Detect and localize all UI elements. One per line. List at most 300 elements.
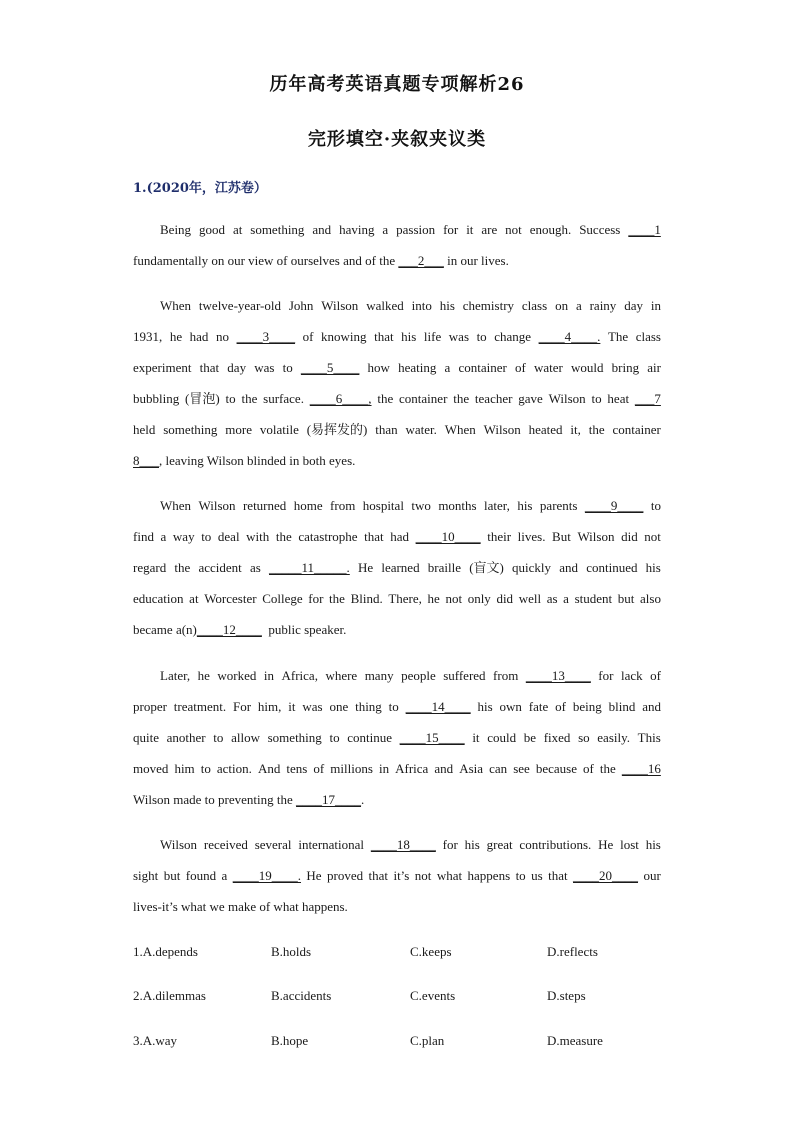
passage-word: and [434,761,454,776]
cloze-blank: ____3____ [236,329,296,344]
passage-word: a [444,360,451,375]
passage-word: good [199,222,225,237]
passage-word: his [401,329,417,344]
passage-word: did [621,529,638,544]
passage-word: For [233,699,252,714]
passage-word: quickly [512,560,552,575]
page-title: 历年高考英语真题专项解析26 [269,74,525,95]
passage-word: from [330,498,356,513]
option-d: D.reflects [547,944,598,959]
passage-word: 1931, [133,329,163,344]
cloze-blank: ____12____ [196,622,262,637]
passage-word: happens [467,868,511,883]
passage-word: at [189,591,199,606]
passage-word: Wilson [198,498,236,513]
passage-word: something [250,222,305,237]
passage-word: him [174,761,195,776]
passage-word: of [313,761,325,776]
passage-word: to [329,730,340,745]
paragraph-line [133,414,661,445]
passage-word: experiment [133,360,192,375]
cloze-blank: 8___ [133,453,159,468]
passage-word: to [213,730,224,745]
passage-word: a [575,298,582,313]
passage-word: , leaving Wilson blinded in both eyes. [159,453,356,468]
passage-word: was [302,699,323,714]
option-text: A.dilemmas [142,988,206,1003]
passage-word: received [203,837,248,852]
passage-word: passion [396,222,436,237]
passage-word: College [262,591,303,606]
passage-word: that [199,360,220,375]
passage-word: are [481,222,498,237]
passage-word: He [598,837,614,852]
passage-word: of [650,668,661,683]
passage-word: This [637,730,661,745]
passage-word: what [436,868,463,883]
passage-word: also [640,591,661,606]
passage-paragraph [133,214,661,276]
paragraph-line [133,214,661,245]
passage-word: contributions. [519,837,592,852]
passage-word: He [357,560,374,575]
passage-word: us [531,868,543,883]
passage-word: his [645,560,661,575]
passage-word: container [399,391,448,406]
passage-word: sight [133,868,159,883]
passage-word: for [443,222,459,237]
passage-word: his [645,837,661,852]
passage-word: enough. [529,222,572,237]
passage-word: (冒泡) [185,391,220,406]
passage-word: The [607,329,629,344]
passage-word: but [163,868,181,883]
paragraph-line [133,552,661,583]
passage-word: public speaker. [261,622,347,637]
passage-word: lives-it’s what we make of what happens. [133,899,348,914]
passage-word: it [466,222,474,237]
passage-word: Wilson [548,391,586,406]
passage-word: well [518,591,542,606]
paragraph-line [133,383,661,414]
passage-word: There, [388,591,422,606]
passage-word: millions [330,761,373,776]
passage-word: that [368,868,389,883]
option-text: A.depends [142,944,198,959]
passage-word: was [254,360,275,375]
passage-word: so [578,730,590,745]
paragraph-line [133,691,661,722]
cloze-blank: ____14____ [405,699,471,714]
passage-word: not [414,868,432,883]
paragraph-line [133,490,661,521]
passage-word: our [643,868,661,883]
passage-word: bring [611,360,640,375]
passage-word: people [401,668,436,683]
paragraph-line [133,290,661,321]
passage-word: action. [216,761,252,776]
passage-word: for [442,837,458,852]
passage-word: continued [586,560,638,575]
passage-word: heated [528,422,563,437]
option-a [133,986,206,1006]
passage-word: Being [160,222,192,237]
passage-word: Wilson [321,298,359,313]
cloze-blank: ____4____. [538,329,601,344]
passage-word: knowing [321,329,367,344]
passage-word: on [555,298,569,313]
passage-word: class [521,298,548,313]
passage-word: heat [607,391,630,406]
passage-word: lack [620,668,643,683]
passage-word: fundamentally on our view of ourselves and of the [133,253,399,268]
passage-word: to [225,391,236,406]
passage-word: Worcester [204,591,257,606]
passage-word: the [453,391,470,406]
passage-word: blind [608,699,636,714]
passage-word: to [388,699,399,714]
passage-word: to [201,529,212,544]
cloze-blank: ____17____ [296,792,362,807]
passage-word: of [302,329,314,344]
passage-word: because [535,761,577,776]
passage-word: at [232,222,243,237]
passage-word: lives. [517,529,546,544]
passage-word: and [559,560,579,575]
passage-word: as [546,591,558,606]
passage-word: a [382,222,389,237]
passage-word: but [617,591,635,606]
passage-word: not [505,222,522,237]
paragraph-line [133,583,661,614]
passage-word: two [411,498,431,513]
passage-word: their [487,529,512,544]
passage-word: twelve-year-old [198,298,281,313]
passage-word: in our lives. [443,253,509,268]
paragraph-line [133,352,661,383]
option-number: 2. [133,988,143,1003]
cloze-blank: ____15____ [399,730,465,745]
passage-word: hospital [362,498,404,513]
passage-word: that [364,529,384,544]
cloze-blank: ____5____ [300,360,360,375]
paragraph-line [133,445,661,476]
passage-word: to [515,868,526,883]
cloze-blank: ____6____, [309,391,372,406]
passage-word: day [624,298,643,313]
passage-word: had [189,329,209,344]
passage-word: something [163,422,218,437]
cloze-blank: ___7 [634,391,661,406]
passage-word: suffered [443,668,486,683]
passage-word: in [378,761,390,776]
passage-word: not [644,529,661,544]
passage-word: later, [484,498,510,513]
cloze-blank: ____18____ [370,837,436,852]
passage-word: accident [198,560,242,575]
passage-word: parents [539,498,578,513]
passage-word: for [598,668,614,683]
passage-word: And [257,761,281,776]
passage-paragraph [133,829,661,922]
passage-word: Blind. [350,591,383,606]
passage-word: deal [217,529,240,544]
passage-word: it [288,699,296,714]
option-b: B.hope [271,1033,309,1048]
passage-word: that [548,868,568,883]
passage-word: container [458,360,507,375]
paragraph-line [133,784,661,815]
passage-word: of [514,360,526,375]
passage-word: When [444,422,476,437]
passage-word: the [329,591,345,606]
paragraph-line [133,660,661,691]
passage-word: no [216,329,229,344]
passage-word: his [464,837,480,852]
passage-word: proved [327,868,364,883]
passage-paragraph [133,490,661,645]
paragraph-line [133,245,661,276]
passage-word: When [160,298,192,313]
passage-word: Success [579,222,621,237]
passage-word: returned [242,498,287,513]
option-number: 3. [133,1033,143,1048]
passage-word: . [361,792,365,807]
passage-word: international [298,837,365,852]
passage-word: the [241,391,258,406]
passage-word: the [599,761,616,776]
cloze-blank: ____1 [628,222,661,237]
passage-word: it’s [393,868,410,883]
passage-word: gave [518,391,543,406]
passage-word: was [448,329,469,344]
passage-word: had [390,529,410,544]
passage-word: having [339,222,375,237]
passage-word: as [249,560,261,575]
passage-word: him, [257,699,282,714]
page-subtitle: 完形填空·夹叙夹议类 [307,129,487,150]
option-number: 1. [133,944,143,959]
cloze-blank: ____10____ [415,529,481,544]
passage-word: and [642,699,661,714]
cloze-blank: ___2___ [398,253,444,268]
passage-word: from [493,668,519,683]
passage-word: and [312,222,332,237]
passage-word: He [306,868,322,883]
passage-word: would [571,360,604,375]
passage-word: fixed [543,730,571,745]
cloze-blank: ____13____ [525,668,591,683]
passage-word: John [288,298,314,313]
passage-word: fate [528,699,549,714]
passage-word: chemistry [462,298,515,313]
passage-word: of [583,761,594,776]
passage-word: only [467,591,491,606]
passage-word: held [133,422,156,437]
passage-word: for [308,591,324,606]
passage-word: heating [398,360,437,375]
paragraph-line [133,860,661,891]
passage-word: Wilson [577,529,615,544]
passage-word: a [221,868,228,883]
passage-word: in [650,298,661,313]
passage-word: water. [405,422,437,437]
passage-word: the [275,529,292,544]
paragraph-line [133,614,661,645]
passage-word: to [282,360,293,375]
passage-word: his [439,298,455,313]
passage-word: into [411,298,432,313]
passage-word: a [160,529,167,544]
passage-word: the [377,391,394,406]
cloze-blank: ____20____ [573,868,639,883]
passage-word: more [225,422,252,437]
passage-word: Africa, [281,668,318,683]
passage-word: braille [427,560,461,575]
passage-word: became a(n) [133,622,197,637]
passage-word: home [293,498,323,513]
passage-word: container [612,422,661,437]
passage-word: allow [231,730,260,745]
cloze-blank: _____11_____. [269,560,350,575]
passage-word: being [572,699,602,714]
passage-word: one [329,699,349,714]
passage-word: But [552,529,571,544]
passage-word: found [185,868,217,883]
passage-word: see [513,761,530,776]
passage-word: way [172,529,195,544]
passage-word: rainy [589,298,617,313]
passage-word: great [486,837,513,852]
option-a [133,942,198,962]
passage-word: in [263,668,275,683]
passage-word: catastrophe [298,529,358,544]
passage-word: where [325,668,358,683]
cloze-blank: ____19____. [232,868,301,883]
passage-word: be [523,730,537,745]
passage-word: bubbling [133,391,180,406]
option-a [133,1031,177,1051]
passage-word: class [635,329,661,344]
passage-word: moved [133,761,169,776]
paragraph-line [133,891,661,922]
passage-word: quite [133,730,159,745]
passage-word: that [374,329,394,344]
passage-word: water [533,360,563,375]
passage-word: tens [286,761,308,776]
passage-word: months [438,498,477,513]
passage-word: education [133,591,184,606]
passage-word: easily. [597,730,631,745]
passage-word: When [160,498,192,513]
paragraph-line [133,753,661,784]
passage-word: teacher [474,391,513,406]
passage-word: of [555,699,566,714]
passage-word: own [499,699,522,714]
passage-word: walked [366,298,404,313]
passage-word: change [494,329,532,344]
cloze-blank: ____9____ [584,498,644,513]
option-text: A.way [142,1033,178,1048]
cloze-blank: ____16 [621,761,661,776]
passage-word: volatile [259,422,299,437]
paragraph-line [133,829,661,860]
passage-word: several [254,837,292,852]
passage-word: it, [570,422,581,437]
passage-paragraph [133,660,661,815]
passage-word: surface. [263,391,304,406]
passage-word: he [427,591,440,606]
option-c: C.keeps [410,944,452,959]
passage-word: to [476,329,487,344]
passage-word: Wilson [160,837,198,852]
passage-word: thing [355,699,382,714]
passage-word: lost [620,837,639,852]
option-c: C.plan [410,1033,445,1048]
passage-word: a [563,591,569,606]
passage-word: something [267,730,322,745]
passage-word: the [174,560,191,575]
passage-word: with [246,529,270,544]
passage-word: treatment. [173,699,227,714]
question-heading: 1.(2020年，江苏卷） [133,181,267,196]
passage-paragraph [133,290,661,476]
passage-word: day [227,360,247,375]
passage-word: he [169,329,183,344]
passage-word: how [367,360,390,375]
passage-word: to [650,498,661,513]
passage-word: life [423,329,442,344]
option-b: B.accidents [271,988,332,1003]
option-b: B.holds [271,944,312,959]
passage-word: Africa [395,761,429,776]
passage-word: not [445,591,463,606]
passage-word: can [489,761,508,776]
passage-word: Later, [160,668,191,683]
option-d: D.measure [547,1033,603,1048]
passage-word: another [166,730,206,745]
passage-word: Wilson made to preventing the [133,792,297,807]
passage-word: student [574,591,613,606]
passage-word: Asia [459,761,484,776]
passage-word: continue [347,730,392,745]
paragraph-line [133,521,661,552]
passage-word: to [591,391,602,406]
passage-word: he [197,668,210,683]
passage-word: Wilson [483,422,521,437]
passage-word: his [477,699,493,714]
passage-word: the [588,422,605,437]
paragraph-line [133,722,661,753]
passage-word: air [647,360,661,375]
passage-word: learned [381,560,420,575]
paragraph-line [133,321,661,352]
passage-word: it [472,730,480,745]
option-c: C.events [410,988,456,1003]
passage-word: did [496,591,514,606]
passage-word: proper [133,699,167,714]
passage-word: (盲文) [469,560,504,575]
passage-word: could [487,730,517,745]
passage-word: many [364,668,394,683]
passage-word: find [133,529,154,544]
passage-word: than [375,422,398,437]
option-d: D.steps [547,988,586,1003]
passage-word: his [517,498,533,513]
passage-word: worked [217,668,257,683]
passage-word: to [200,761,211,776]
passage-word: regard [133,560,167,575]
